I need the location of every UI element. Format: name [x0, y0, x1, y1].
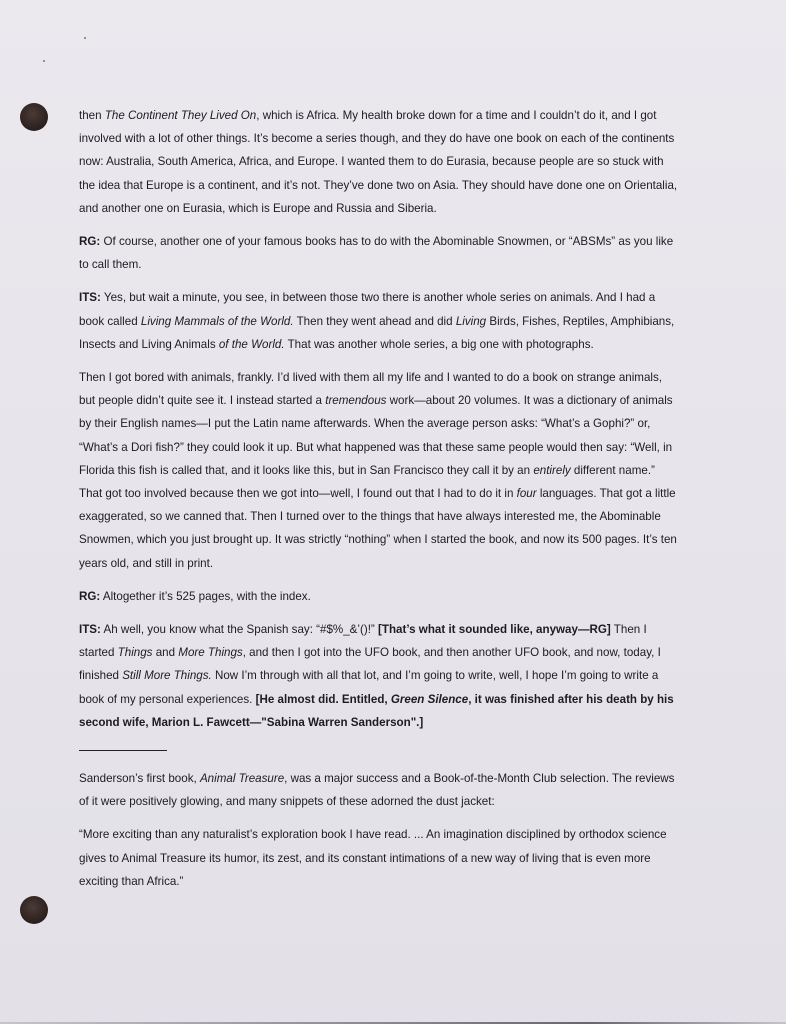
- text: languages. That got a little exaggerated, so we canned that. Then I turned over to the things that have always interested me, the Abominable Snowmen, which you just brought up. It was strictly “nothing” when I started the book, and now its 500 pages. It’s ten years old, and still in print.: [79, 487, 677, 570]
- paper-speck: [43, 60, 45, 62]
- text: different name.” That got too involved because then we got into—well, I found out that I had to do it in: [79, 463, 655, 501]
- text: work—about 20 volumes. It was a dictionary of animals by their English names—I put the Latin name afterwards. When the average person asks: “What’s a Gophi?” or, “What’s a Dori fish?” they could look it up. But what happened was that these same people would then say: “Well, in Florida this fish is called that, and it looks like this, but in San Francisco they call it by an: [79, 394, 673, 477]
- paragraph-6: [79, 618, 679, 734]
- italic-text: entirely: [533, 463, 571, 477]
- paragraph-5: [79, 585, 679, 608]
- text: Now I’m through with all that lot, and I’m going to write, well, I hope I’m going to write a book of my personal experiences.: [79, 669, 659, 706]
- review-quote: “More exciting than any naturalist’s exploration book I have read. ... An imagination disciplined by orthodox science gives to Animal Treasure its humor, its zest, and its constant intimations of a new way of living that is even more exciting than Africa.”: [79, 828, 667, 888]
- book-title: Still More Things.: [122, 669, 212, 683]
- text: then: [79, 109, 105, 122]
- paragraph-4: [79, 366, 679, 575]
- italic-text: tremendous: [325, 394, 387, 408]
- editor-note: [He almost did. Entitled,: [255, 692, 391, 706]
- book-title: Green Silence: [390, 692, 469, 706]
- book-title: Animal Treasure: [199, 772, 285, 786]
- speaker-label: ITS:: [79, 623, 101, 637]
- paragraph-1: [79, 104, 679, 220]
- text: Yes, but wait a minute, you see, in between those two there is another whole series on animals. And I had a book called: [79, 291, 656, 328]
- text: Then I got bored with animals, frankly. I’d lived with them all my life and I wanted to do a book on strange animals, but people didn’t quite see it. I instead started a: [79, 371, 662, 408]
- text: Sanderson’s first book,: [79, 772, 200, 786]
- editor-note: [That’s what it sounded like, anyway—RG]: [378, 623, 611, 637]
- speaker-label: ITS:: [79, 291, 101, 305]
- paragraph-3: [79, 286, 679, 356]
- paragraph-8-quote: [79, 823, 679, 893]
- book-title: The Continent They Lived On: [104, 109, 257, 122]
- speaker-label: RG:: [79, 235, 101, 249]
- text: Then I started: [79, 623, 647, 660]
- document-body: [79, 104, 679, 903]
- book-title: Things: [117, 646, 153, 660]
- text: That was another whole series, a big one with photographs.: [284, 337, 594, 351]
- text: Ah well, you know what the Spanish say: “#$%_&’()!”: [100, 623, 379, 637]
- italic-text: Living: [455, 314, 487, 328]
- text: , which is Africa. My health broke down for a time and I couldn’t do it, and I got involved with a lot of other things. It’s become a series though, and they do have one book on each of the continents now: Australia, South America, Africa, and Europe. I wanted them to do Eurasia, because people are so stuck with the idea that Europe is a continent, and it’s not. They’ve done two on Asia. They should have done one on Orientalia, and another one on Eurasia, which is Europe and Russia and Siberia.: [79, 109, 678, 215]
- paper-speck: [84, 37, 86, 39]
- paragraph-7: [79, 767, 679, 813]
- text: Then they went ahead and did: [293, 314, 456, 328]
- editor-note: , it was finished after his death by his second wife, Marion L. Fawcett—"Sabina Warren Sanderson".]: [79, 692, 674, 729]
- book-title: More Things: [178, 646, 243, 660]
- punch-hole-top: [20, 103, 48, 131]
- text: and: [152, 646, 179, 660]
- section-divider: [79, 750, 167, 751]
- text: Altogether it’s 525 pages, with the index.: [100, 589, 311, 603]
- italic-text: four: [516, 487, 537, 501]
- speaker-label: RG:: [79, 589, 101, 603]
- book-title: Living Mammals of the World.: [140, 314, 294, 328]
- italic-text: of the World.: [218, 337, 285, 351]
- paragraph-2: [79, 230, 679, 276]
- punch-hole-bottom: [20, 896, 48, 924]
- text: Of course, another one of your famous books has to do with the Abominable Snowmen, or “ABSMs” as you like to call them.: [79, 235, 674, 272]
- text: , and then I got into the UFO book, and then another UFO book, and now, today, I finished: [79, 646, 661, 683]
- text: , was a major success and a Book-of-the-Month Club selection. The reviews of it were positively glowing, and many snippets of these adorned the dust jacket:: [79, 772, 675, 809]
- text: Birds, Fishes, Reptiles, Amphibians, Insects and Living Animals: [79, 314, 675, 351]
